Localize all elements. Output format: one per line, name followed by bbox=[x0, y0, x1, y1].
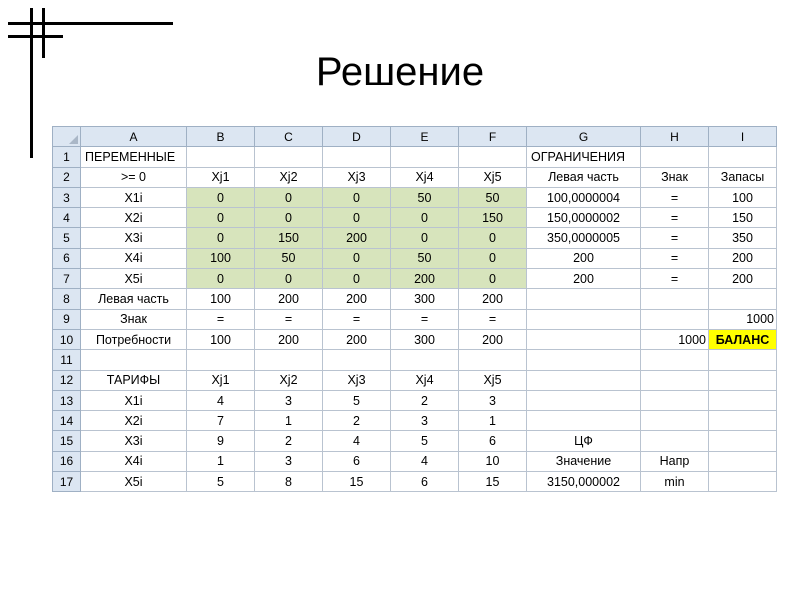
row-header-10[interactable]: 10 bbox=[53, 329, 81, 349]
cell-c10[interactable]: 200 bbox=[255, 329, 323, 349]
cell-e3[interactable]: 50 bbox=[391, 187, 459, 207]
cell-e2[interactable]: Xj4 bbox=[391, 167, 459, 187]
cell-e8[interactable]: 300 bbox=[391, 289, 459, 309]
cell-a4[interactable]: X2i bbox=[81, 208, 187, 228]
cell-h1[interactable] bbox=[641, 147, 709, 167]
cell-h11[interactable] bbox=[641, 350, 709, 370]
column-header-row bbox=[53, 127, 777, 147]
cell-c1[interactable] bbox=[255, 147, 323, 167]
cell-e5[interactable]: 0 bbox=[391, 228, 459, 248]
cell-b6[interactable]: 100 bbox=[187, 248, 255, 268]
cell-e17[interactable]: 6 bbox=[391, 472, 459, 492]
column-header-f[interactable]: F bbox=[459, 127, 527, 147]
cell-g8[interactable] bbox=[527, 289, 641, 309]
cell-i8[interactable] bbox=[709, 289, 777, 309]
cell-e6[interactable]: 50 bbox=[391, 248, 459, 268]
cell-a11[interactable] bbox=[81, 350, 187, 370]
cell-e4[interactable]: 0 bbox=[391, 208, 459, 228]
cell-i14[interactable] bbox=[709, 411, 777, 431]
cell-g15[interactable]: ЦФ bbox=[527, 431, 641, 451]
cell-f17[interactable]: 15 bbox=[459, 472, 527, 492]
cell-f13[interactable]: 3 bbox=[459, 390, 527, 410]
cell-f5[interactable]: 0 bbox=[459, 228, 527, 248]
cell-a3[interactable]: X1i bbox=[81, 187, 187, 207]
cell-b8[interactable]: 100 bbox=[187, 289, 255, 309]
cell-d3[interactable]: 0 bbox=[323, 187, 391, 207]
cell-b17[interactable]: 5 bbox=[187, 472, 255, 492]
cell-b16[interactable]: 1 bbox=[187, 451, 255, 471]
cell-b13[interactable]: 4 bbox=[187, 390, 255, 410]
sheet-row-10 bbox=[53, 329, 777, 349]
cell-f12[interactable]: Xj5 bbox=[459, 370, 527, 390]
cell-d14[interactable]: 2 bbox=[323, 411, 391, 431]
cell-i11[interactable] bbox=[709, 350, 777, 370]
cell-e15[interactable]: 5 bbox=[391, 431, 459, 451]
cell-h6[interactable]: = bbox=[641, 248, 709, 268]
cell-f3[interactable]: 50 bbox=[459, 187, 527, 207]
sheet-row-5 bbox=[53, 228, 777, 248]
cell-c2[interactable]: Xj2 bbox=[255, 167, 323, 187]
column-header-e[interactable]: E bbox=[391, 127, 459, 147]
cell-d1[interactable] bbox=[323, 147, 391, 167]
cell-g16[interactable]: Значение bbox=[527, 451, 641, 471]
column-header-d[interactable]: D bbox=[323, 127, 391, 147]
cell-c17[interactable]: 8 bbox=[255, 472, 323, 492]
cell-g2[interactable]: Левая часть bbox=[527, 167, 641, 187]
cell-h17[interactable]: min bbox=[641, 472, 709, 492]
cell-a16[interactable]: X4i bbox=[81, 451, 187, 471]
cell-i16[interactable] bbox=[709, 451, 777, 471]
cell-b10[interactable]: 100 bbox=[187, 329, 255, 349]
select-all-triangle-icon bbox=[69, 135, 78, 144]
cell-c12[interactable]: Xj2 bbox=[255, 370, 323, 390]
cell-b1[interactable] bbox=[187, 147, 255, 167]
cell-i13[interactable] bbox=[709, 390, 777, 410]
cell-i17[interactable] bbox=[709, 472, 777, 492]
cell-c15[interactable]: 2 bbox=[255, 431, 323, 451]
row-header-6[interactable]: 6 bbox=[53, 248, 81, 268]
row-header-13[interactable]: 13 bbox=[53, 390, 81, 410]
cell-d17[interactable]: 15 bbox=[323, 472, 391, 492]
cell-d15[interactable]: 4 bbox=[323, 431, 391, 451]
column-header-a[interactable]: A bbox=[81, 127, 187, 147]
cell-f11[interactable] bbox=[459, 350, 527, 370]
cell-g12[interactable] bbox=[527, 370, 641, 390]
sheet-row-17 bbox=[53, 472, 777, 492]
cell-i2[interactable]: Запасы bbox=[709, 167, 777, 187]
cell-d2[interactable]: Xj3 bbox=[323, 167, 391, 187]
cell-a2[interactable]: >= 0 bbox=[81, 167, 187, 187]
cell-a15[interactable]: X3i bbox=[81, 431, 187, 451]
cell-h3[interactable]: = bbox=[641, 187, 709, 207]
cell-d5[interactable]: 200 bbox=[323, 228, 391, 248]
cell-e14[interactable]: 3 bbox=[391, 411, 459, 431]
cell-e1[interactable] bbox=[391, 147, 459, 167]
cell-b4[interactable]: 0 bbox=[187, 208, 255, 228]
cell-c7[interactable]: 0 bbox=[255, 269, 323, 289]
cell-d13[interactable]: 5 bbox=[323, 390, 391, 410]
decor-horizontal-line-1 bbox=[8, 22, 173, 25]
row-header-14[interactable]: 14 bbox=[53, 411, 81, 431]
cell-h12[interactable] bbox=[641, 370, 709, 390]
cell-a13[interactable]: X1i bbox=[81, 390, 187, 410]
sheet-row-2 bbox=[53, 167, 777, 187]
cell-i9[interactable]: 1000 bbox=[709, 309, 777, 329]
cell-i15[interactable] bbox=[709, 431, 777, 451]
cell-a5[interactable]: X3i bbox=[81, 228, 187, 248]
cell-a17[interactable]: X5i bbox=[81, 472, 187, 492]
cell-a12[interactable]: ТАРИФЫ bbox=[81, 370, 187, 390]
sheet-row-15 bbox=[53, 431, 777, 451]
column-header-i[interactable]: I bbox=[709, 127, 777, 147]
row-header-12[interactable]: 12 bbox=[53, 370, 81, 390]
cell-e11[interactable] bbox=[391, 350, 459, 370]
cell-f7[interactable]: 0 bbox=[459, 269, 527, 289]
row-header-15[interactable]: 15 bbox=[53, 431, 81, 451]
row-header-2[interactable]: 2 bbox=[53, 167, 81, 187]
row-header-8[interactable]: 8 bbox=[53, 289, 81, 309]
cell-i12[interactable] bbox=[709, 370, 777, 390]
cell-d10[interactable]: 200 bbox=[323, 329, 391, 349]
cell-e13[interactable]: 2 bbox=[391, 390, 459, 410]
cell-c13[interactable]: 3 bbox=[255, 390, 323, 410]
cell-d12[interactable]: Xj3 bbox=[323, 370, 391, 390]
cell-b14[interactable]: 7 bbox=[187, 411, 255, 431]
cell-e16[interactable]: 4 bbox=[391, 451, 459, 471]
cell-c6[interactable]: 50 bbox=[255, 248, 323, 268]
cell-g5[interactable]: 350,0000005 bbox=[527, 228, 641, 248]
sheet-row-9 bbox=[53, 309, 777, 329]
row-header-3[interactable]: 3 bbox=[53, 187, 81, 207]
cell-b2[interactable]: Xj1 bbox=[187, 167, 255, 187]
cell-a1[interactable]: ПЕРЕМЕННЫЕ bbox=[81, 147, 187, 167]
cell-c16[interactable]: 3 bbox=[255, 451, 323, 471]
column-header-g[interactable]: G bbox=[527, 127, 641, 147]
cell-d8[interactable]: 200 bbox=[323, 289, 391, 309]
cell-a7[interactable]: X5i bbox=[81, 269, 187, 289]
cell-f4[interactable]: 150 bbox=[459, 208, 527, 228]
cell-i4[interactable]: 150 bbox=[709, 208, 777, 228]
cell-g14[interactable] bbox=[527, 411, 641, 431]
cell-c8[interactable]: 200 bbox=[255, 289, 323, 309]
row-header-16[interactable]: 16 bbox=[53, 451, 81, 471]
cell-i6[interactable]: 200 bbox=[709, 248, 777, 268]
column-header-h[interactable]: H bbox=[641, 127, 709, 147]
sheet-row-7 bbox=[53, 269, 777, 289]
cell-d9[interactable]: = bbox=[323, 309, 391, 329]
cell-b5[interactable]: 0 bbox=[187, 228, 255, 248]
cell-i5[interactable]: 350 bbox=[709, 228, 777, 248]
cell-h7[interactable]: = bbox=[641, 269, 709, 289]
cell-c3[interactable]: 0 bbox=[255, 187, 323, 207]
row-header-17[interactable]: 17 bbox=[53, 472, 81, 492]
cell-b3[interactable]: 0 bbox=[187, 187, 255, 207]
cell-a10[interactable]: Потребности bbox=[81, 329, 187, 349]
cell-f9[interactable]: = bbox=[459, 309, 527, 329]
cell-b12[interactable]: Xj1 bbox=[187, 370, 255, 390]
cell-g10[interactable] bbox=[527, 329, 641, 349]
cell-g4[interactable]: 150,0000002 bbox=[527, 208, 641, 228]
cell-c14[interactable]: 1 bbox=[255, 411, 323, 431]
cell-c4[interactable]: 0 bbox=[255, 208, 323, 228]
cell-e12[interactable]: Xj4 bbox=[391, 370, 459, 390]
cell-c5[interactable]: 150 bbox=[255, 228, 323, 248]
cell-b11[interactable] bbox=[187, 350, 255, 370]
sheet-row-1 bbox=[53, 147, 777, 167]
cell-a9[interactable]: Знак bbox=[81, 309, 187, 329]
spreadsheet bbox=[52, 126, 777, 492]
cell-a6[interactable]: X4i bbox=[81, 248, 187, 268]
select-all-corner[interactable] bbox=[53, 127, 81, 147]
cell-e7[interactable]: 200 bbox=[391, 269, 459, 289]
cell-i1[interactable] bbox=[709, 147, 777, 167]
row-header-5[interactable]: 5 bbox=[53, 228, 81, 248]
row-header-1[interactable]: 1 bbox=[53, 147, 81, 167]
cell-f2[interactable]: Xj5 bbox=[459, 167, 527, 187]
cell-h15[interactable] bbox=[641, 431, 709, 451]
cell-d16[interactable]: 6 bbox=[323, 451, 391, 471]
cell-d7[interactable]: 0 bbox=[323, 269, 391, 289]
cell-c11[interactable] bbox=[255, 350, 323, 370]
cell-f14[interactable]: 1 bbox=[459, 411, 527, 431]
cell-h2[interactable]: Знак bbox=[641, 167, 709, 187]
cell-d4[interactable]: 0 bbox=[323, 208, 391, 228]
cell-h13[interactable] bbox=[641, 390, 709, 410]
cell-f16[interactable]: 10 bbox=[459, 451, 527, 471]
cell-h14[interactable] bbox=[641, 411, 709, 431]
cell-g9[interactable] bbox=[527, 309, 641, 329]
cell-h5[interactable]: = bbox=[641, 228, 709, 248]
cell-g7[interactable]: 200 bbox=[527, 269, 641, 289]
sheet-row-4 bbox=[53, 208, 777, 228]
cell-g1[interactable]: ОГРАНИЧЕНИЯ bbox=[527, 147, 641, 167]
cell-b7[interactable]: 0 bbox=[187, 269, 255, 289]
column-header-c[interactable]: C bbox=[255, 127, 323, 147]
cell-f8[interactable]: 200 bbox=[459, 289, 527, 309]
sheet-row-8 bbox=[53, 289, 777, 309]
sheet-row-3 bbox=[53, 187, 777, 207]
row-header-7[interactable]: 7 bbox=[53, 269, 81, 289]
cell-h16[interactable]: Напр bbox=[641, 451, 709, 471]
cell-f1[interactable] bbox=[459, 147, 527, 167]
sheet-row-6 bbox=[53, 248, 777, 268]
cell-b15[interactable]: 9 bbox=[187, 431, 255, 451]
cell-b9[interactable]: = bbox=[187, 309, 255, 329]
sheet-row-13 bbox=[53, 390, 777, 410]
cell-a14[interactable]: X2i bbox=[81, 411, 187, 431]
cell-g17[interactable]: 3150,000002 bbox=[527, 472, 641, 492]
cell-f15[interactable]: 6 bbox=[459, 431, 527, 451]
cell-d6[interactable]: 0 bbox=[323, 248, 391, 268]
cell-i10[interactable]: БАЛАНС bbox=[709, 329, 777, 349]
cell-g6[interactable]: 200 bbox=[527, 248, 641, 268]
cell-g13[interactable] bbox=[527, 390, 641, 410]
cell-f6[interactable]: 0 bbox=[459, 248, 527, 268]
row-header-4[interactable]: 4 bbox=[53, 208, 81, 228]
cell-i7[interactable]: 200 bbox=[709, 269, 777, 289]
row-header-11[interactable]: 11 bbox=[53, 350, 81, 370]
cell-h10[interactable]: 1000 bbox=[641, 329, 709, 349]
cell-f10[interactable]: 200 bbox=[459, 329, 527, 349]
decor-horizontal-line-2 bbox=[8, 35, 63, 38]
sheet-row-12 bbox=[53, 370, 777, 390]
cell-d11[interactable] bbox=[323, 350, 391, 370]
cell-c9[interactable]: = bbox=[255, 309, 323, 329]
cell-i3[interactable]: 100 bbox=[709, 187, 777, 207]
sheet-row-11 bbox=[53, 350, 777, 370]
cell-e9[interactable]: = bbox=[391, 309, 459, 329]
slide-title: Решение bbox=[315, 50, 485, 94]
cell-g11[interactable] bbox=[527, 350, 641, 370]
cell-h8[interactable] bbox=[641, 289, 709, 309]
cell-h9[interactable] bbox=[641, 309, 709, 329]
sheet-row-16 bbox=[53, 451, 777, 471]
cell-g3[interactable]: 100,0000004 bbox=[527, 187, 641, 207]
cell-e10[interactable]: 300 bbox=[391, 329, 459, 349]
sheet-row-14 bbox=[53, 411, 777, 431]
row-header-9[interactable]: 9 bbox=[53, 309, 81, 329]
cell-a8[interactable]: Левая часть bbox=[81, 289, 187, 309]
cell-h4[interactable]: = bbox=[641, 208, 709, 228]
column-header-b[interactable]: B bbox=[187, 127, 255, 147]
